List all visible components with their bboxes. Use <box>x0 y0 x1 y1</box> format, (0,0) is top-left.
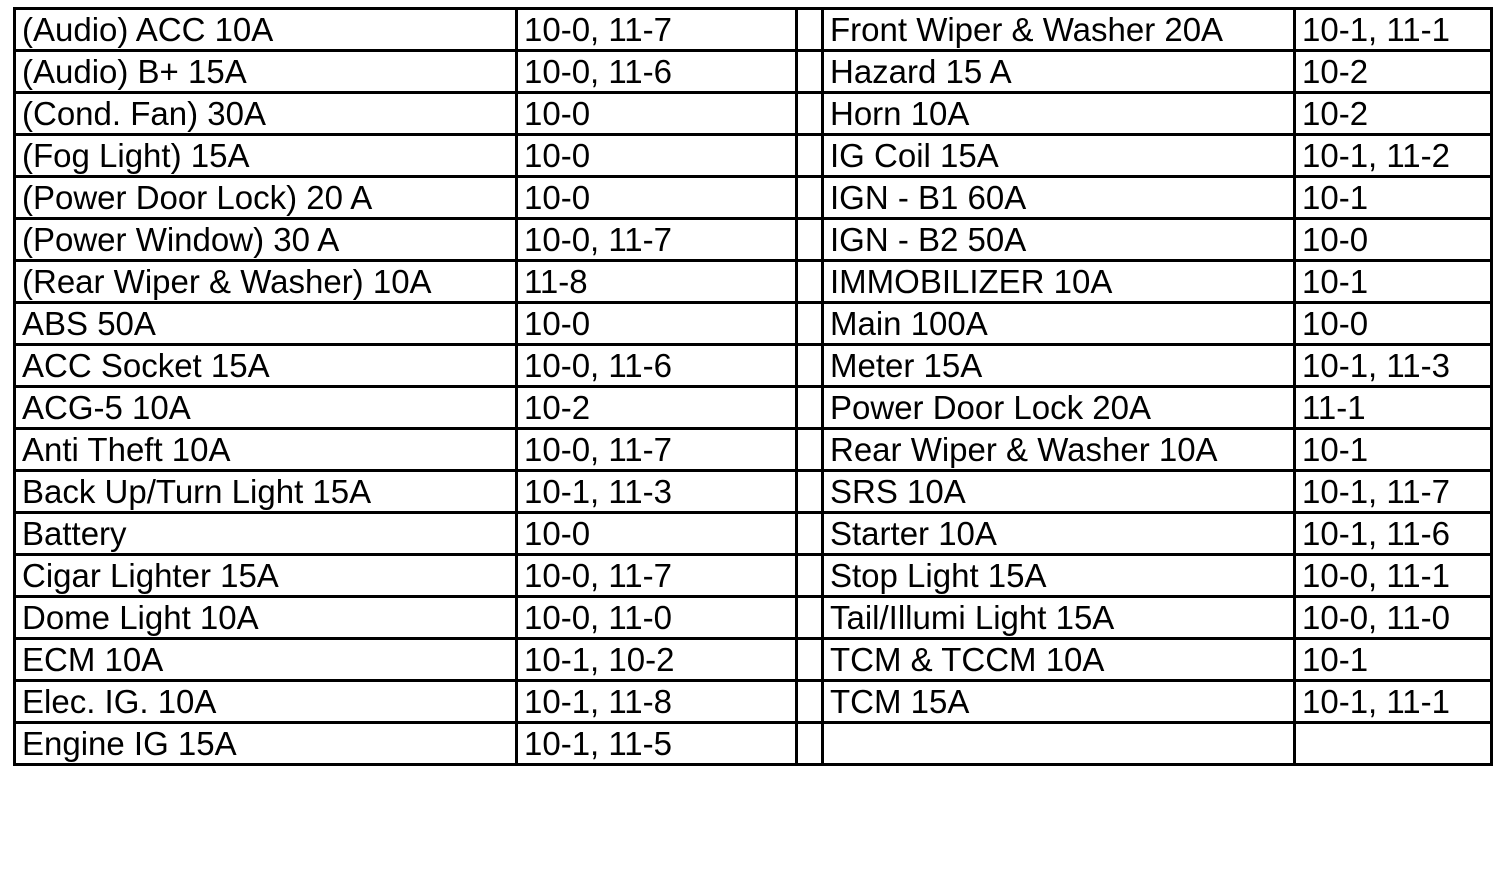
table-row <box>15 429 1492 471</box>
page-ref-cell: 11-1 <box>1295 387 1492 429</box>
page-ref-cell: 10-0, 11-7 <box>517 219 797 261</box>
page-ref-cell: 10-1, 11-5 <box>517 723 797 765</box>
page-ref-cell: 10-0, 11-6 <box>517 51 797 93</box>
column-gap <box>797 261 823 303</box>
fuse-name-cell: TCM 15A <box>823 681 1295 723</box>
fuse-name-cell: ECM 10A <box>15 639 517 681</box>
column-gap <box>797 639 823 681</box>
page-ref-cell: 10-0, 11-1 <box>1295 555 1492 597</box>
fuse-name-cell: (Power Window) 30 A <box>15 219 517 261</box>
page-ref-cell: 10-0 <box>517 93 797 135</box>
fuse-name-cell: TCM & TCCM 10A <box>823 639 1295 681</box>
table-row <box>15 387 1492 429</box>
page-ref-cell: 10-1, 11-1 <box>1295 681 1492 723</box>
page-ref-cell <box>1295 723 1492 765</box>
fuse-name-cell: IGN - B2 50A <box>823 219 1295 261</box>
page-ref-cell: 10-0 <box>517 135 797 177</box>
fuse-name-cell: IGN - B1 60A <box>823 177 1295 219</box>
fuse-name-cell: Starter 10A <box>823 513 1295 555</box>
table-row <box>15 597 1492 639</box>
table-row <box>15 135 1492 177</box>
fuse-name-cell: Back Up/Turn Light 15A <box>15 471 517 513</box>
table-row <box>15 555 1492 597</box>
column-gap <box>797 303 823 345</box>
fuse-name-cell: Horn 10A <box>823 93 1295 135</box>
table-row <box>15 93 1492 135</box>
fuse-name-cell: Stop Light 15A <box>823 555 1295 597</box>
page-ref-cell: 10-2 <box>1295 93 1492 135</box>
table-row <box>15 9 1492 51</box>
fuse-name-cell: Hazard 15 A <box>823 51 1295 93</box>
page-ref-cell: 10-0 <box>1295 303 1492 345</box>
table-row <box>15 471 1492 513</box>
page-ref-cell: 10-1, 11-2 <box>1295 135 1492 177</box>
page-ref-cell: 10-1, 11-7 <box>1295 471 1492 513</box>
page-ref-cell: 10-0, 11-0 <box>517 597 797 639</box>
page-ref-cell: 10-1 <box>1295 177 1492 219</box>
column-gap <box>797 723 823 765</box>
fuse-name-cell: Power Door Lock 20A <box>823 387 1295 429</box>
fuse-name-cell: ACG-5 10A <box>15 387 517 429</box>
page-ref-cell: 10-1, 11-3 <box>1295 345 1492 387</box>
fuse-name-cell <box>823 723 1295 765</box>
page-ref-cell: 10-1, 10-2 <box>517 639 797 681</box>
page-ref-cell: 10-0, 11-7 <box>517 555 797 597</box>
column-gap <box>797 597 823 639</box>
column-gap <box>797 345 823 387</box>
table-row <box>15 177 1492 219</box>
column-gap <box>797 681 823 723</box>
table-row <box>15 345 1492 387</box>
page-ref-cell: 10-1, 11-1 <box>1295 9 1492 51</box>
fuse-name-cell: (Rear Wiper & Washer) 10A <box>15 261 517 303</box>
page-ref-cell: 10-1, 11-3 <box>517 471 797 513</box>
fuse-name-cell: Main 100A <box>823 303 1295 345</box>
column-gap <box>797 471 823 513</box>
page-ref-cell: 11-8 <box>517 261 797 303</box>
fuse-name-cell: (Audio) ACC 10A <box>15 9 517 51</box>
fuse-name-cell: IG Coil 15A <box>823 135 1295 177</box>
fuse-name-cell: Anti Theft 10A <box>15 429 517 471</box>
column-gap <box>797 387 823 429</box>
page-ref-cell: 10-1, 11-8 <box>517 681 797 723</box>
fuse-name-cell: Meter 15A <box>823 345 1295 387</box>
fuse-name-cell: ACC Socket 15A <box>15 345 517 387</box>
fuse-index-table <box>13 7 1493 766</box>
fuse-name-cell: IMMOBILIZER 10A <box>823 261 1295 303</box>
fuse-name-cell: Tail/Illumi Light 15A <box>823 597 1295 639</box>
table-row <box>15 639 1492 681</box>
fuse-name-cell: Elec. IG. 10A <box>15 681 517 723</box>
fuse-name-cell: (Fog Light) 15A <box>15 135 517 177</box>
page-ref-cell: 10-1 <box>1295 429 1492 471</box>
page-ref-cell: 10-2 <box>1295 51 1492 93</box>
table-row <box>15 303 1492 345</box>
fuse-name-cell: Engine IG 15A <box>15 723 517 765</box>
column-gap <box>797 135 823 177</box>
fuse-name-cell: Cigar Lighter 15A <box>15 555 517 597</box>
column-gap <box>797 9 823 51</box>
fuse-name-cell: Battery <box>15 513 517 555</box>
table-row <box>15 723 1492 765</box>
column-gap <box>797 219 823 261</box>
table-row <box>15 261 1492 303</box>
column-gap <box>797 513 823 555</box>
column-gap <box>797 51 823 93</box>
page-ref-cell: 10-0 <box>517 513 797 555</box>
fuse-name-cell: ABS 50A <box>15 303 517 345</box>
page-ref-cell: 10-0 <box>517 303 797 345</box>
table-row <box>15 513 1492 555</box>
page-ref-cell: 10-1 <box>1295 639 1492 681</box>
table-row <box>15 219 1492 261</box>
fuse-name-cell: Rear Wiper & Washer 10A <box>823 429 1295 471</box>
fuse-rows <box>15 9 1492 765</box>
fuse-name-cell: (Cond. Fan) 30A <box>15 93 517 135</box>
column-gap <box>797 555 823 597</box>
table-row <box>15 681 1492 723</box>
page-ref-cell: 10-0, 11-7 <box>517 429 797 471</box>
page-ref-cell: 10-1 <box>1295 261 1492 303</box>
fuse-name-cell: (Power Door Lock) 20 A <box>15 177 517 219</box>
fuse-name-cell: (Audio) B+ 15A <box>15 51 517 93</box>
page-ref-cell: 10-0 <box>517 177 797 219</box>
fuse-name-cell: Front Wiper & Washer 20A <box>823 9 1295 51</box>
page-ref-cell: 10-0, 11-7 <box>517 9 797 51</box>
column-gap <box>797 93 823 135</box>
page-ref-cell: 10-0, 11-6 <box>517 345 797 387</box>
column-gap <box>797 177 823 219</box>
fuse-name-cell: SRS 10A <box>823 471 1295 513</box>
fuse-name-cell: Dome Light 10A <box>15 597 517 639</box>
page-ref-cell: 10-0 <box>1295 219 1492 261</box>
column-gap <box>797 429 823 471</box>
table-row <box>15 51 1492 93</box>
page-ref-cell: 10-2 <box>517 387 797 429</box>
page-ref-cell: 10-0, 11-0 <box>1295 597 1492 639</box>
page-ref-cell: 10-1, 11-6 <box>1295 513 1492 555</box>
